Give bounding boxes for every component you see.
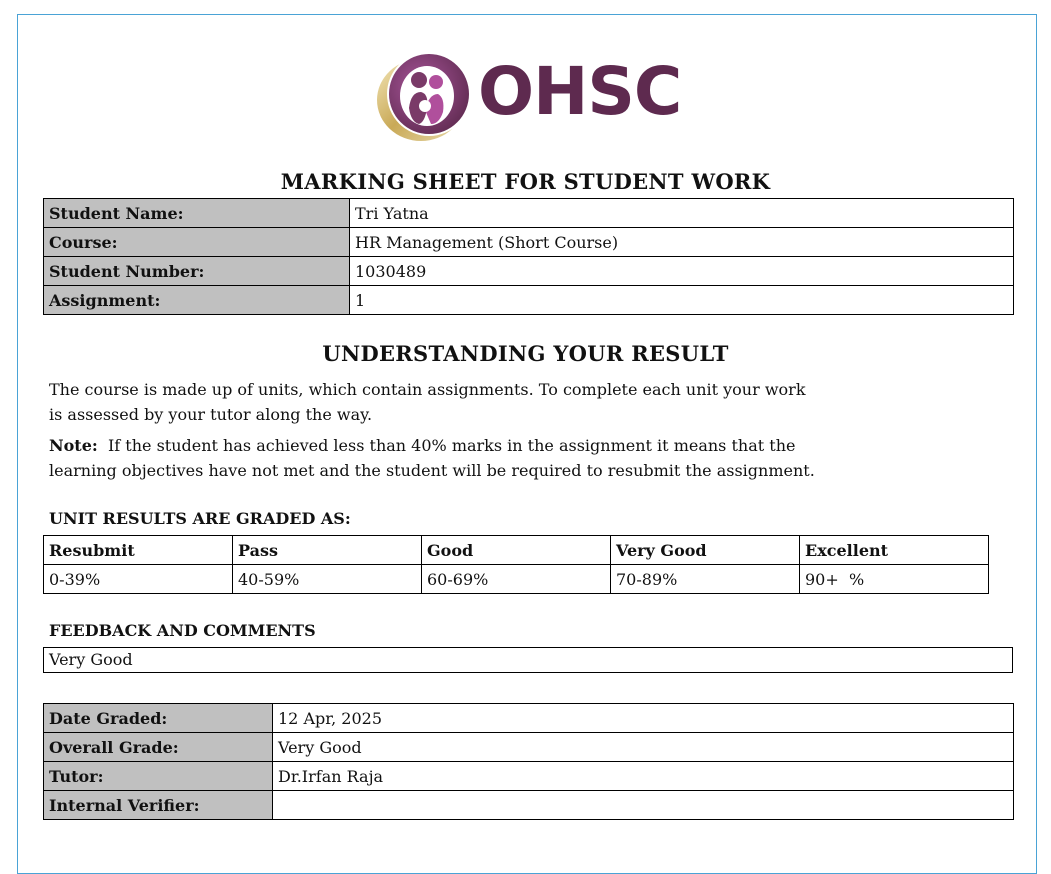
table-row — [44, 704, 1014, 733]
table-row — [44, 199, 1014, 228]
grade-header-very-good: Very Good — [611, 536, 800, 565]
student-number-value: 1030489 — [350, 257, 1014, 286]
assignment-label: Assignment: — [44, 286, 350, 315]
grade-range-pass: 40-59% — [233, 565, 422, 594]
student-name-value: Tri Yatna — [350, 199, 1014, 228]
grade-header-good: Good — [422, 536, 611, 565]
note-line-1: If the student has achieved less than 40% marks in the assignment it means that the — [107, 436, 796, 455]
grade-range-very-good: 70-89% — [611, 565, 800, 594]
table-row — [44, 733, 1014, 762]
table-row — [44, 791, 1014, 820]
course-label: Course: — [44, 228, 350, 257]
tutor-label: Tutor: — [44, 762, 273, 791]
feedback-heading: FEEDBACK AND COMMENTS — [49, 621, 316, 640]
intro-line-2: is assessed by your tutor along the way. — [49, 405, 373, 424]
internal-verifier-value — [273, 791, 1014, 820]
overall-grade-value: Very Good — [273, 733, 1014, 762]
logo-wordmark: OHSC — [478, 53, 682, 130]
note-label: Note: — [49, 436, 98, 455]
grade-header-resubmit: Resubmit — [44, 536, 233, 565]
ohsc-logo — [375, 50, 685, 142]
assignment-value: 1 — [350, 286, 1014, 315]
date-graded-value: 12 Apr, 2025 — [273, 704, 1014, 733]
student-number-label: Student Number: — [44, 257, 350, 286]
grade-range-good: 60-69% — [422, 565, 611, 594]
table-row — [44, 257, 1014, 286]
internal-verifier-label: Internal Verifier: — [44, 791, 273, 820]
table-row — [44, 286, 1014, 315]
grade-range-resubmit: 0-39% — [44, 565, 233, 594]
table-row — [44, 536, 989, 565]
overall-grade-label: Overall Grade: — [44, 733, 273, 762]
grades-heading: UNIT RESULTS ARE GRADED AS: — [49, 509, 351, 528]
feedback-text: Very Good — [43, 647, 1013, 673]
grade-scale-table — [43, 535, 989, 594]
grade-header-pass: Pass — [233, 536, 422, 565]
section-title-understanding: UNDERSTANDING YOUR RESULT — [322, 341, 729, 366]
ohsc-emblem-icon — [375, 50, 475, 142]
table-row — [44, 228, 1014, 257]
student-name-label: Student Name: — [44, 199, 350, 228]
grade-header-excellent: Excellent — [800, 536, 989, 565]
student-info-table — [43, 198, 1014, 315]
table-row — [44, 762, 1014, 791]
grade-range-excellent: 90+ % — [800, 565, 989, 594]
note-line-2: learning objectives have not met and the student will be required to resubmit the assignment. — [49, 461, 815, 480]
grading-info-table — [43, 703, 1014, 820]
date-graded-label: Date Graded: — [44, 704, 273, 733]
note-paragraph — [49, 433, 899, 483]
intro-line-1: The course is made up of units, which contain assignments. To complete each unit your work — [49, 380, 806, 399]
table-row — [44, 565, 989, 594]
tutor-value: Dr.Irfan Raja — [273, 762, 1014, 791]
page-title: MARKING SHEET FOR STUDENT WORK — [280, 169, 771, 194]
intro-paragraph — [49, 377, 899, 427]
course-value: HR Management (Short Course) — [350, 228, 1014, 257]
